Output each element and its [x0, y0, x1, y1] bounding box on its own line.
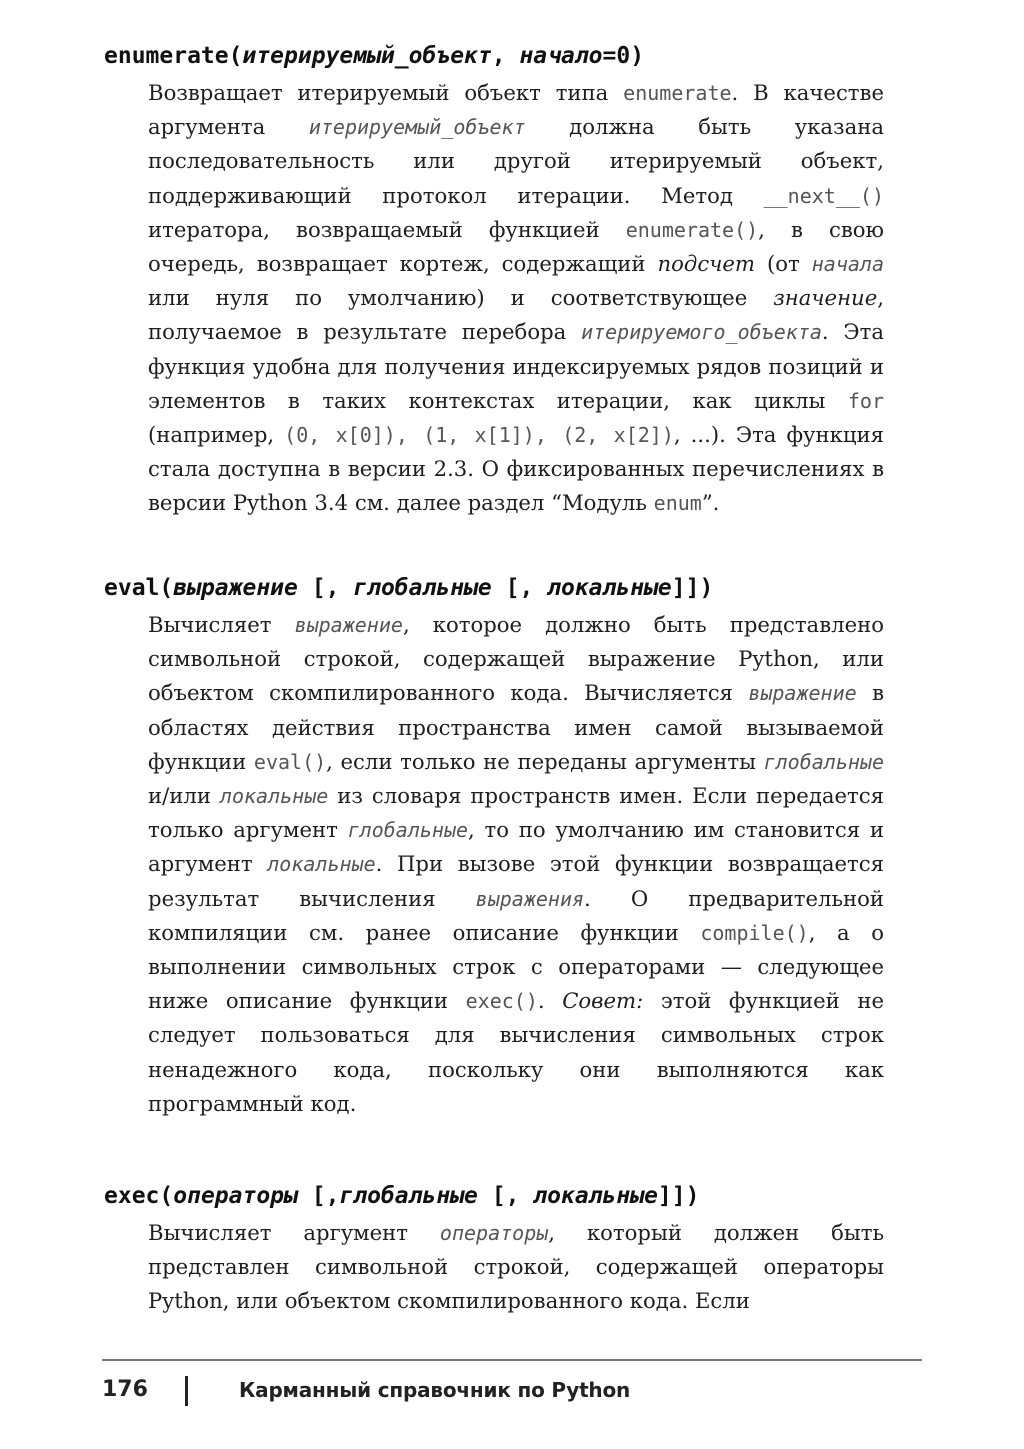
param-ref: глобальные — [763, 749, 884, 774]
paren: ( — [159, 1183, 174, 1209]
bracket: ]]) — [657, 1183, 700, 1209]
param-ref: итерируемого_объекта — [581, 320, 822, 345]
bracket: [, — [297, 1183, 340, 1209]
param-ref: начала — [811, 252, 884, 277]
description-enumerate — [148, 76, 884, 521]
param-ref: локальные — [219, 784, 329, 809]
text: . В качестве аргумента — [148, 80, 884, 140]
running-title: Карманный справочник по Python — [239, 1378, 631, 1402]
param-globals: глобальные — [339, 1183, 478, 1209]
param-ref: выражение — [748, 681, 857, 706]
emphasis: подсчет — [657, 251, 756, 277]
text: , в свою очередь, возвращает кортеж, содержащий — [148, 216, 884, 277]
text: и/или — [148, 783, 220, 809]
inline-code: (0, x[0]), (1, x[1]), (2, x[2]) — [284, 423, 674, 448]
text: , который должен быть представлен символьной строкой, содержащей операторы Python, или объектом скомпилированного кода. Если — [148, 1220, 884, 1314]
text: Вычисляет — [148, 612, 295, 637]
function-name: enumerate — [104, 43, 229, 69]
param-start: начало — [519, 43, 603, 69]
inline-code: enumerate — [623, 81, 732, 105]
text: ”. — [701, 490, 720, 516]
param-statements: операторы — [173, 1183, 298, 1209]
param-ref: выражение — [294, 613, 403, 637]
emphasis: Совет: — [562, 988, 644, 1014]
param-ref: операторы — [439, 1221, 549, 1245]
text: , если только не переданы аргументы — [326, 748, 764, 774]
text: из словаря пространств имен. Если передается только аргумент — [148, 783, 884, 843]
bracket: [, — [477, 1183, 534, 1209]
inline-code: for — [847, 388, 884, 413]
paren: ) — [630, 43, 645, 69]
inline-code: exec() — [465, 989, 538, 1014]
param-globals: глобальные — [353, 575, 492, 601]
text: , ...). Эта функция стала доступна в версии 2.3. О фиксированных перечислениях в версии Python 3.4 см. далее раздел “Модуль — [148, 422, 884, 516]
text: или нуля по умолчанию) и соответствующее — [148, 285, 774, 311]
signature-eval — [104, 572, 924, 604]
signature-enumerate — [104, 40, 924, 72]
inline-code: enum — [653, 491, 702, 516]
text: , которое должно быть представлено символьной строкой, содержащей выражение Python, или объектом скомпилированного кода. Вычисляется — [148, 612, 884, 706]
bracket: [, — [297, 575, 354, 601]
param-ref: итерируемый_объект — [308, 115, 526, 140]
text: , то по умолчанию им становится и аргумент — [148, 817, 884, 877]
text: должна быть указана последовательность или другой итерируемый объект, поддерживающий протокол итерации. Метод — [148, 114, 884, 208]
signature-exec — [104, 1180, 924, 1212]
text: Возвращает итерируемый объект типа — [148, 80, 624, 105]
paren: ( — [228, 43, 243, 69]
function-name: eval — [104, 575, 160, 601]
function-name: exec — [104, 1183, 160, 1209]
text: . При вызове этой функции возвращается результат вычисления — [148, 851, 885, 911]
text: Вычисляет аргумент — [148, 1220, 440, 1245]
text: . О предварительной компиляции см. ранее описание функции — [148, 885, 884, 945]
description-eval — [148, 608, 884, 1121]
emphasis: значение — [773, 285, 878, 311]
text: (например, — [148, 422, 285, 448]
text: этой функцией не следует пользоваться для вычисления символьных строк ненадежного кода, поскольку они выполняются как программный код. — [148, 988, 884, 1116]
paren: ( — [159, 575, 174, 601]
param-ref: глобальные — [347, 818, 469, 843]
default-value: =0 — [602, 43, 631, 69]
param-locals: локальные — [533, 1183, 658, 1209]
bracket: [, — [491, 575, 548, 601]
inline-code: compile() — [700, 920, 809, 945]
bracket: ]]) — [671, 575, 714, 601]
text: , получаемое в результате перебора — [148, 285, 884, 345]
text: , а о выполнении символьных строк с операторами — следующее ниже описание функции — [148, 919, 884, 1014]
inline-code: eval() — [253, 749, 327, 774]
text: . — [537, 988, 563, 1014]
text: (от — [755, 251, 812, 277]
separator: , — [491, 43, 520, 69]
param-expression: выражение — [173, 575, 298, 601]
text: . Эта функция удобна для получения индексируемых рядов позиций и элементов в таких контекстах итерации, как циклы — [148, 319, 884, 413]
description-exec — [148, 1216, 884, 1319]
param-locals: локальные — [547, 575, 672, 601]
text: в областях действия пространства имен самой вызываемой функции — [148, 680, 884, 774]
param-ref: выражения — [475, 886, 585, 911]
text: итератора, возвращаемый функцией — [148, 216, 626, 242]
param-ref: локальные — [267, 852, 376, 877]
inline-code: enumerate() — [625, 217, 759, 242]
page-number: 176 — [102, 1377, 148, 1402]
footer-rule — [102, 1359, 922, 1361]
footer-separator — [185, 1376, 188, 1406]
param-iterable: итерируемый_объект — [242, 43, 492, 69]
inline-code: __next__() — [763, 183, 884, 208]
